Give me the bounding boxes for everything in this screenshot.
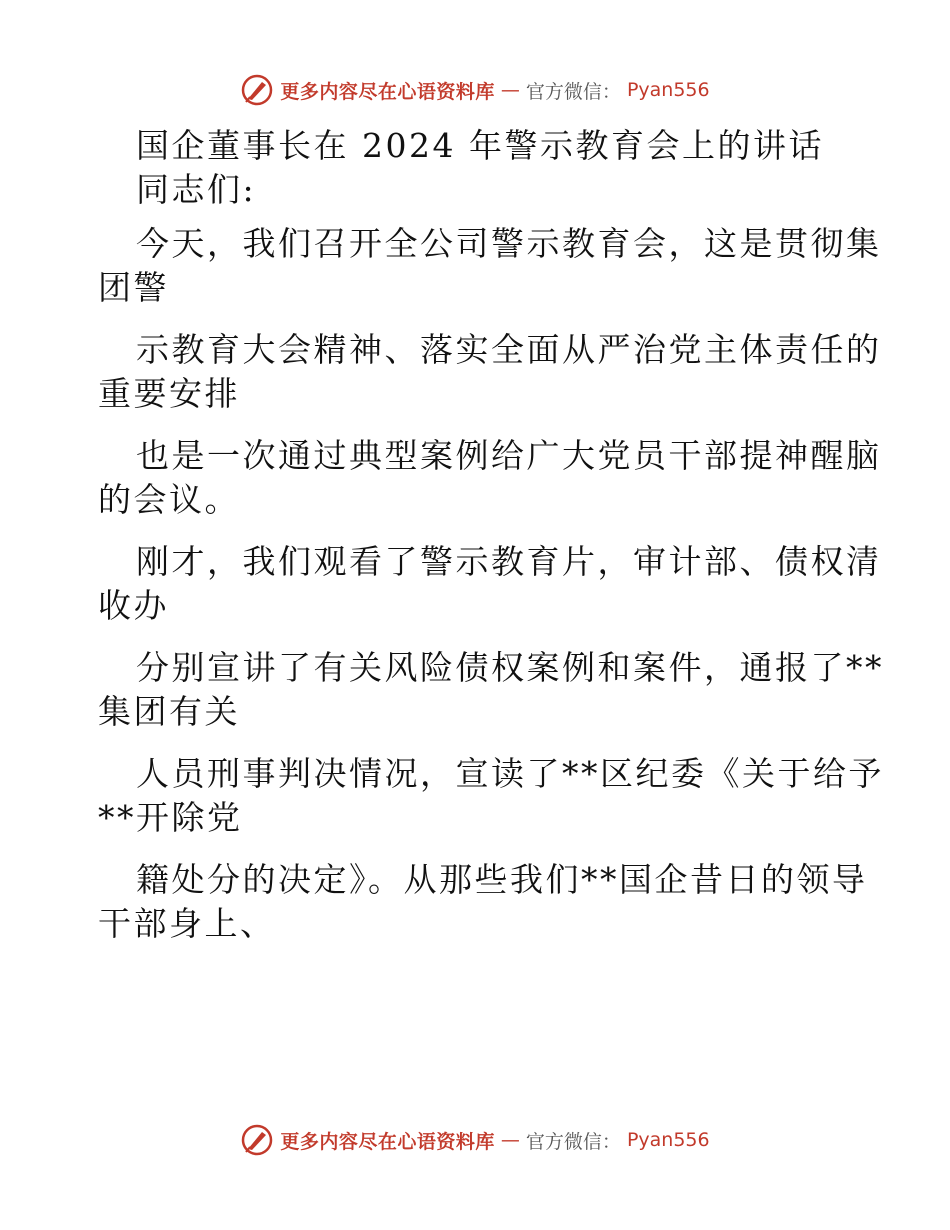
salutation: 同志们:	[136, 170, 257, 209]
paragraph-line: 示教育大会精神、落实全面从严治党主体责任的	[136, 330, 882, 369]
paragraph-line: 重要安排	[98, 374, 240, 413]
document-title: 国企董事长在 2024 年警示教育会上的讲话	[136, 126, 824, 165]
paragraph-line: 分别宣讲了有关风险债权案例和案件，通报了**	[136, 648, 884, 687]
paragraph-line: 人员刑事判决情况，宣读了**区纪委《关于给予	[136, 754, 884, 793]
banner-sub: 官方微信：	[525, 80, 621, 103]
paragraph-line: 今天，我们召开全公司警示教育会，这是贯彻集	[136, 224, 882, 263]
quill-logo-icon	[240, 1123, 274, 1157]
banner-dash: —	[500, 1129, 520, 1151]
paragraph-line: 籍处分的决定》。从那些我们**国企昔日的领导	[136, 860, 868, 899]
paragraph-line: 集团有关	[98, 692, 240, 731]
paragraph-line: 也是一次通过典型案例给广大党员干部提神醒脑	[136, 436, 882, 475]
banner-text: 更多内容尽在心语资料库	[280, 1130, 495, 1153]
paragraph-line: **开除党	[98, 798, 243, 837]
paragraph-line: 刚才，我们观看了警示教育片，审计部、债权清	[136, 542, 882, 581]
banner-wechat-id: Pyan556	[626, 1129, 710, 1151]
paragraph-line: 收办	[98, 586, 169, 625]
quill-logo-icon	[240, 73, 274, 107]
paragraph-line: 的会议。	[98, 480, 240, 519]
banner-wechat-id: Pyan556	[626, 79, 710, 101]
document-body	[98, 124, 884, 946]
paragraph-line: 团警	[98, 268, 169, 307]
footer-banner	[0, 1120, 950, 1160]
banner-dash: —	[500, 79, 520, 101]
banner-sub: 官方微信：	[525, 1130, 621, 1153]
header-banner	[0, 70, 950, 110]
banner-text: 更多内容尽在心语资料库	[280, 80, 495, 103]
paragraph-line: 干部身上、	[98, 904, 276, 943]
